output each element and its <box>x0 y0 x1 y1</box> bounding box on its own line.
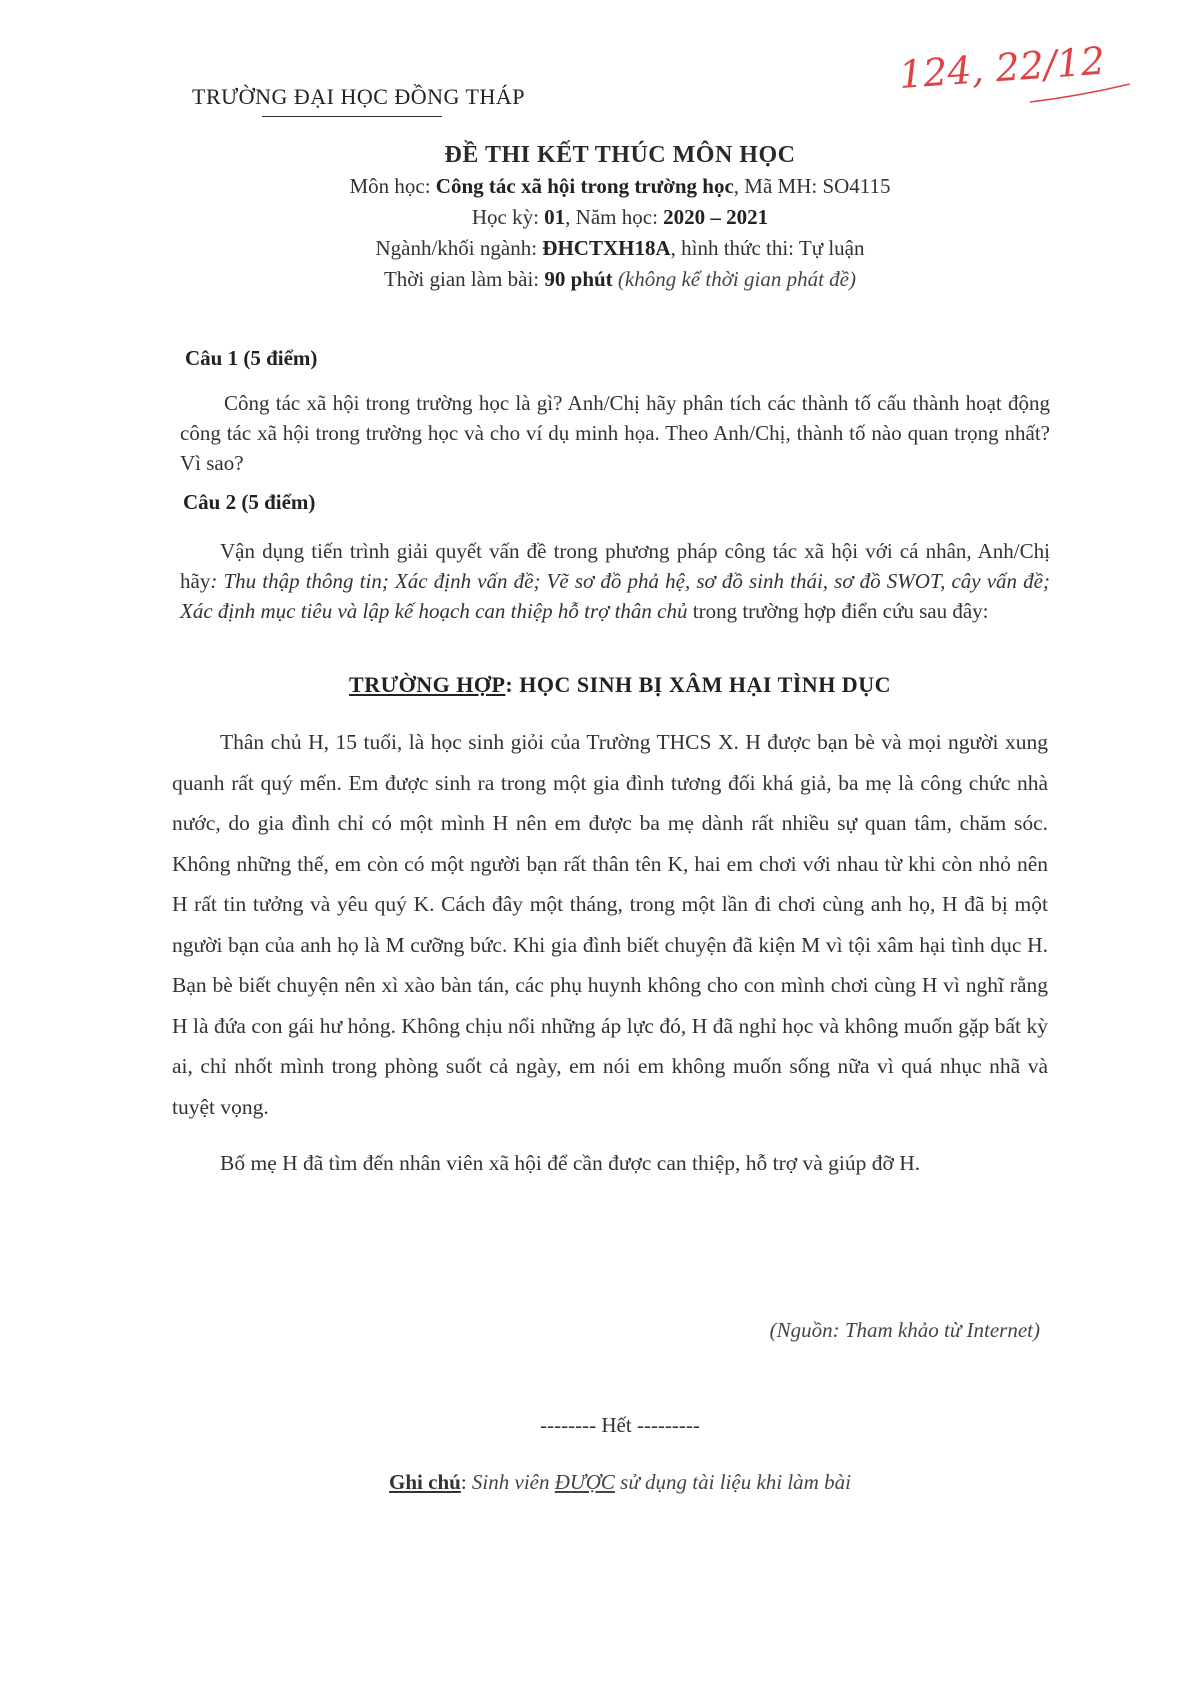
case-title: TRƯỜNG HỢP: HỌC SINH BỊ XÂM HẠI TÌNH DỤC <box>349 672 891 697</box>
time-line: Thời gian làm bài: 90 phút (không kể thời gian phát đề) <box>383 267 856 291</box>
exam-note: Ghi chú: Sinh viên ĐƯỢC sử dụng tài liệu khi làm bài <box>389 1470 851 1494</box>
case-description <box>172 722 1048 1184</box>
major-line: Ngành/khối ngành: ĐHCTXH18A, hình thức thi: Tự luận <box>375 236 865 260</box>
subject-line: Môn học: Công tác xã hội trong trường học, Mã MH: SO4115 <box>349 174 891 198</box>
school-name: TRƯỜNG ĐẠI HỌC ĐỒNG THÁP <box>192 84 525 109</box>
svg-text:124, 22/12: 124, 22/12 <box>900 40 1107 97</box>
question-2-text: Vận dụng tiến trình giải quyết vấn đề trong phương pháp công tác xã hội với cá nhân, Anh/Chị hãy: Thu thập thông tin; Xác định vấn đề; Vẽ sơ đồ phả hệ, sơ đồ sinh thái, sơ đồ SWOT, cây vấn đề; Xác định mục tiêu và lập kế hoạch can thiệp hỗ trợ thân chủ trong trường hợp điển cứu sau đây: <box>180 539 1050 623</box>
semester-line: Học kỳ: 01, Năm học: 2020 – 2021 <box>471 205 769 229</box>
handwritten-note <box>900 40 1140 110</box>
exam-header <box>240 142 1000 295</box>
question-1-heading: Câu 1 (5 điểm) <box>185 346 318 370</box>
school-underline <box>262 116 442 117</box>
end-marker: -------- Hết --------- <box>540 1413 700 1437</box>
question-1-text: Công tác xã hội trong trường học là gì? Anh/Chị hãy phân tích các thành tố cấu thành hoạt động công tác xã hội trong trường học và cho ví dụ minh họa. Theo Anh/Chị, thành tố nào quan trọng nhất? Vì sao? <box>180 391 1050 475</box>
question-2-heading: Câu 2 (5 điểm) <box>183 490 316 514</box>
case-paragraph-1: Thân chủ H, 15 tuổi, là học sinh giỏi của Trường THCS X. H được bạn bè và mọi người xung quanh rất quý mến. Em được sinh ra trong một gia đình tương đối khá giả, ba mẹ là công chức nhà nước, do gia đình chỉ có một mình H nên em được ba mẹ dành rất nhiều sự quan tâm, chăm sóc. Không những thế, em còn có một người bạn rất thân tên K, hai em chơi với nhau từ khi còn nhỏ nên H rất tin tưởng và yêu quý K. Cách đây một tháng, trong một lần đi chơi cùng anh họ, H đã bị một người bạn của anh họ là M cưỡng bức. Khi gia đình biết chuyện đã kiện M vì tội xâm hại tình dục H. Bạn bè biết chuyện nên xì xào bàn tán, các phụ huynh không cho con mình chơi cùng H vì nghĩ rằng H là đứa con gái hư hỏng. Không chịu nổi những áp lực đó, H đã nghỉ học và không muốn gặp bất kỳ ai, chỉ nhốt mình trong phòng suốt cả ngày, em nói em không muốn sống nữa vì quá nhục nhã và tuyệt vọng. <box>172 730 1048 1119</box>
case-source: (Nguồn: Tham khảo từ Internet) <box>769 1318 1040 1342</box>
case-paragraph-2: Bố mẹ H đã tìm đến nhân viên xã hội để cần được can thiệp, hỗ trợ và giúp đỡ H. <box>220 1151 921 1175</box>
exam-title: ĐỀ THI KẾT THÚC MÔN HỌC <box>444 142 796 168</box>
